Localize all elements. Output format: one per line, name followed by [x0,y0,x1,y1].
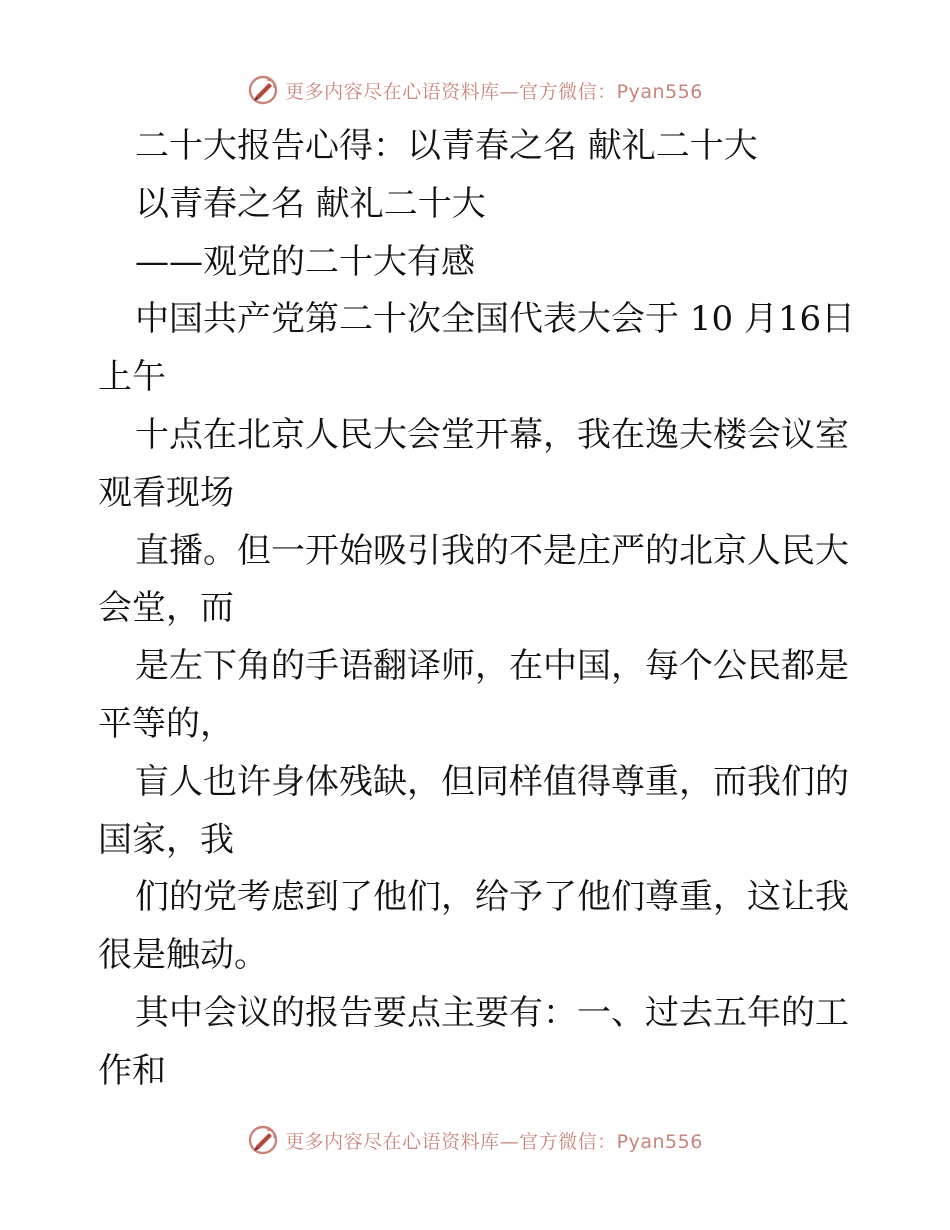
paragraph: 们的党考虑到了他们，给予了他们尊重，这让我很是触动。 [98,877,849,976]
watermark-text: 更多内容尽在心语资料库—官方微信： [285,80,617,103]
document-body [98,118,858,1101]
quill-pen-circle-icon [247,74,279,106]
paragraph: ——观党的二十大有感 [135,241,475,282]
watermark-text: 更多内容尽在心语资料库—官方微信： [285,1130,617,1153]
paragraph: 盲人也许身体残缺，但同样值得尊重，而我们的国家，我 [98,761,849,860]
paragraph: 中国共产党第二十次全国代表大会于 10 月16日上午 [98,299,856,398]
watermark-wechat-id: Pyan556 [616,80,703,103]
quill-pen-circle-icon [247,1124,279,1156]
watermark-wechat-id: Pyan556 [616,1130,703,1153]
footer-watermark [0,1120,950,1160]
paragraph: 其中会议的报告要点主要有：一、过去五年的工作和 [98,992,849,1091]
paragraph: 十点在北京人民大会堂开幕，我在逸夫楼会议室观看现场 [98,414,849,513]
header-watermark [0,70,950,110]
paragraph: 以青春之名 献礼二十大 [135,183,486,224]
paragraph: 直播。但一开始吸引我的不是庄严的北京人民大会堂，而 [98,530,849,629]
paragraph: 是左下角的手语翻译师，在中国，每个公民都是平等的， [98,646,849,744]
paragraph: 二十大报告心得：以青春之名 献礼二十大 [135,126,758,166]
